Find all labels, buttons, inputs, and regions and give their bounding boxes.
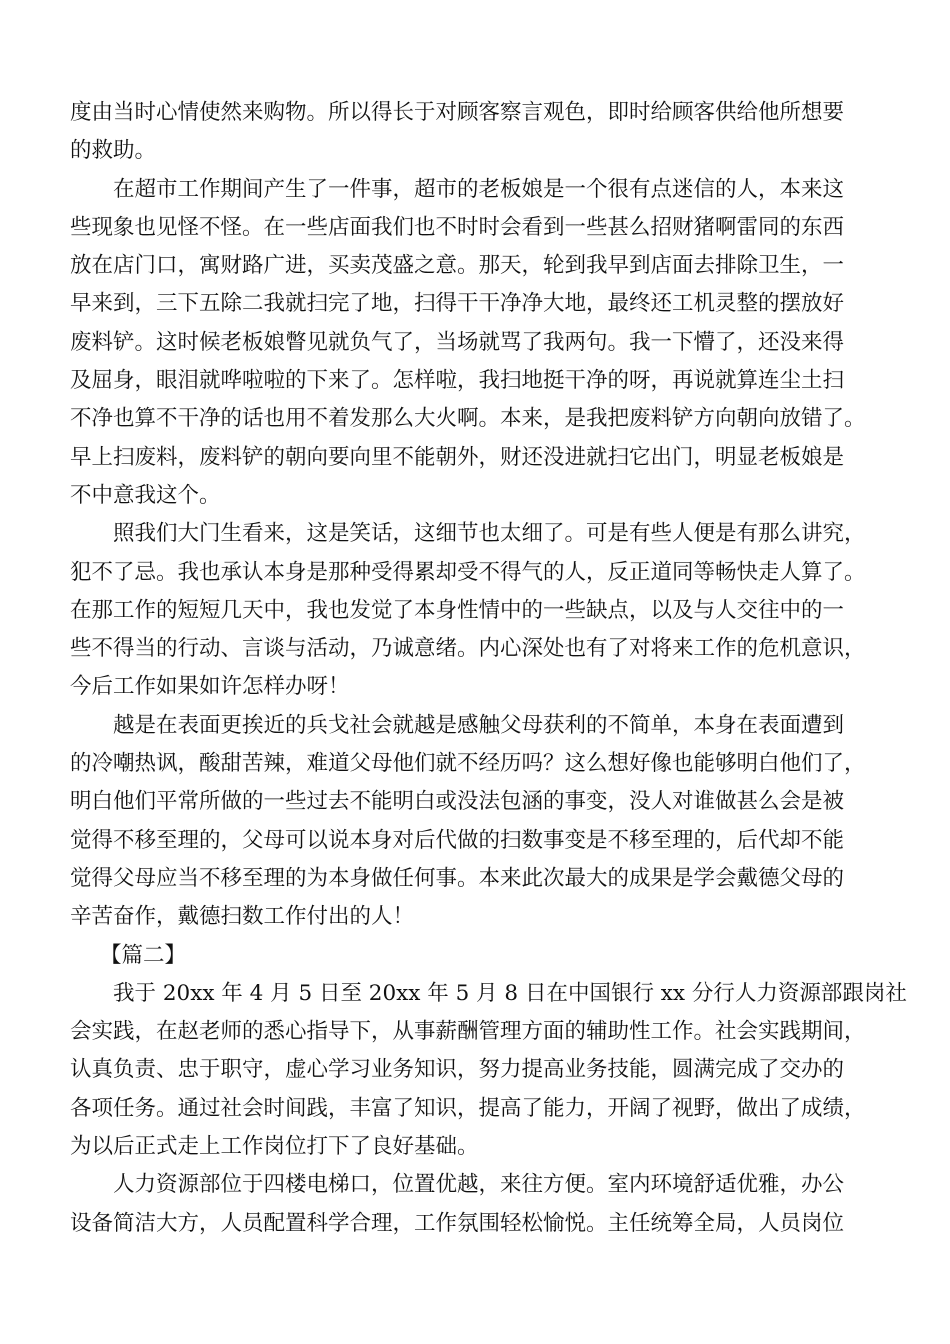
text-line: 些不得当的行动、言谈与活动，乃诚意绪。内心深处也有了对将来工作的危机意识， xyxy=(70,636,866,662)
text-line: 觉得不移至理的，父母可以说本身对后代做的扫数事变是不移至理的，后代却不能 xyxy=(70,827,845,853)
text-line: 犯不了忌。我也承认本身是那种受得累却受不得气的人，反正道同等畅快走人算了。 xyxy=(70,559,866,585)
text-line: 不净也算不干净的话也用不着发那么大火啊。本来，是我把废料铲方向朝向放错了。 xyxy=(70,406,866,432)
text-line: 在超市工作期间产生了一件事，超市的老板娘是一个很有点迷信的人，本来这 xyxy=(113,176,845,202)
text-line: 在那工作的短短几天中，我也发觉了本身性情中的一些缺点，以及与人交往中的一 xyxy=(70,597,845,623)
text-line: 照我们大门生看来，这是笑话，这细节也太细了。可是有些人便是有那么讲究， xyxy=(113,521,866,547)
text-line: 不中意我这个。 xyxy=(70,482,221,508)
text-line: 些现象也见怪不怪。在一些店面我们也不时时会看到一些甚么招财猪啊雷同的东西 xyxy=(70,214,845,240)
text-line: 度由当时心情使然来购物。所以得长于对顾客察言观色，即时给顾客供给他所想要 xyxy=(70,100,845,125)
text-line: 各项任务。通过社会时间践，丰富了知识，提高了能力，开阔了视野，做出了成绩， xyxy=(70,1095,866,1121)
text-line: 认真负责、忠于职守，虚心学习业务知识，努力提高业务技能，圆满完成了交办的 xyxy=(70,1057,845,1083)
text-line: 设备简洁大方，人员配置科学合理，工作氛围轻松愉悦。主任统筹全局，人员岗位 xyxy=(70,1210,845,1236)
text-line: 今后工作如果如许怎样办呀！ xyxy=(70,674,350,700)
text-line: 早来到，三下五除二我就扫完了地，扫得干干净净大地，最终还工机灵整的摆放好 xyxy=(70,291,845,317)
text-line: 越是在表面更挨近的兵戈社会就越是感触父母获利的不简单，本身在表面遭到 xyxy=(113,712,845,738)
text-line: 我于 20xx 年 4 月 5 日至 20xx 年 5 月 8 日在中国银行 xx 分行人力资源部跟岗社 xyxy=(113,980,907,1006)
document-body xyxy=(70,94,907,1243)
text-line: 的冷嘲热讽，酸甜苦辣，难道父母他们就不经历吗？这么想好像也能够明白他们了， xyxy=(70,751,866,777)
text-line: 的救助。 xyxy=(70,138,157,164)
text-line: 放在店门口，寓财路广进，买卖茂盛之意。那天，轮到我早到店面去排除卫生，一 xyxy=(70,253,845,279)
text-line: 辛苦奋作，戴德扫数工作付出的人！ xyxy=(70,904,415,930)
text-line: 明白他们平常所做的一些过去不能明白或没法包涵的事变，没人对谁做甚么会是被 xyxy=(70,789,845,815)
text-line: 早上扫废料，废料铲的朝向要向里不能朝外，财还没进就扫它出门，明显老板娘是 xyxy=(70,444,845,470)
text-line: 会实践，在赵老师的悉心指导下，从事薪酬管理方面的辅助性工作。社会实践期间， xyxy=(70,1019,866,1045)
text-line: 人力资源部位于四楼电梯口，位置优越，来往方便。室内环境舒适优雅，办公 xyxy=(113,1172,845,1198)
text-line: 废料铲。这时候老板娘瞥见就负气了，当场就骂了我两句。我一下懵了，还没来得 xyxy=(70,329,845,355)
text-line: 及屈身，眼泪就哗啦啦的下来了。怎样啦，我扫地挺干净的呀，再说就算连尘土扫 xyxy=(70,368,845,394)
text-line: 为以后正式走上工作岗位打下了良好基础。 xyxy=(70,1134,479,1160)
section-heading: 【篇二】 xyxy=(100,942,187,968)
text-line: 觉得父母应当不移至理的为本身做任何事。本来此次最大的成果是学会戴德父母的 xyxy=(70,865,845,891)
